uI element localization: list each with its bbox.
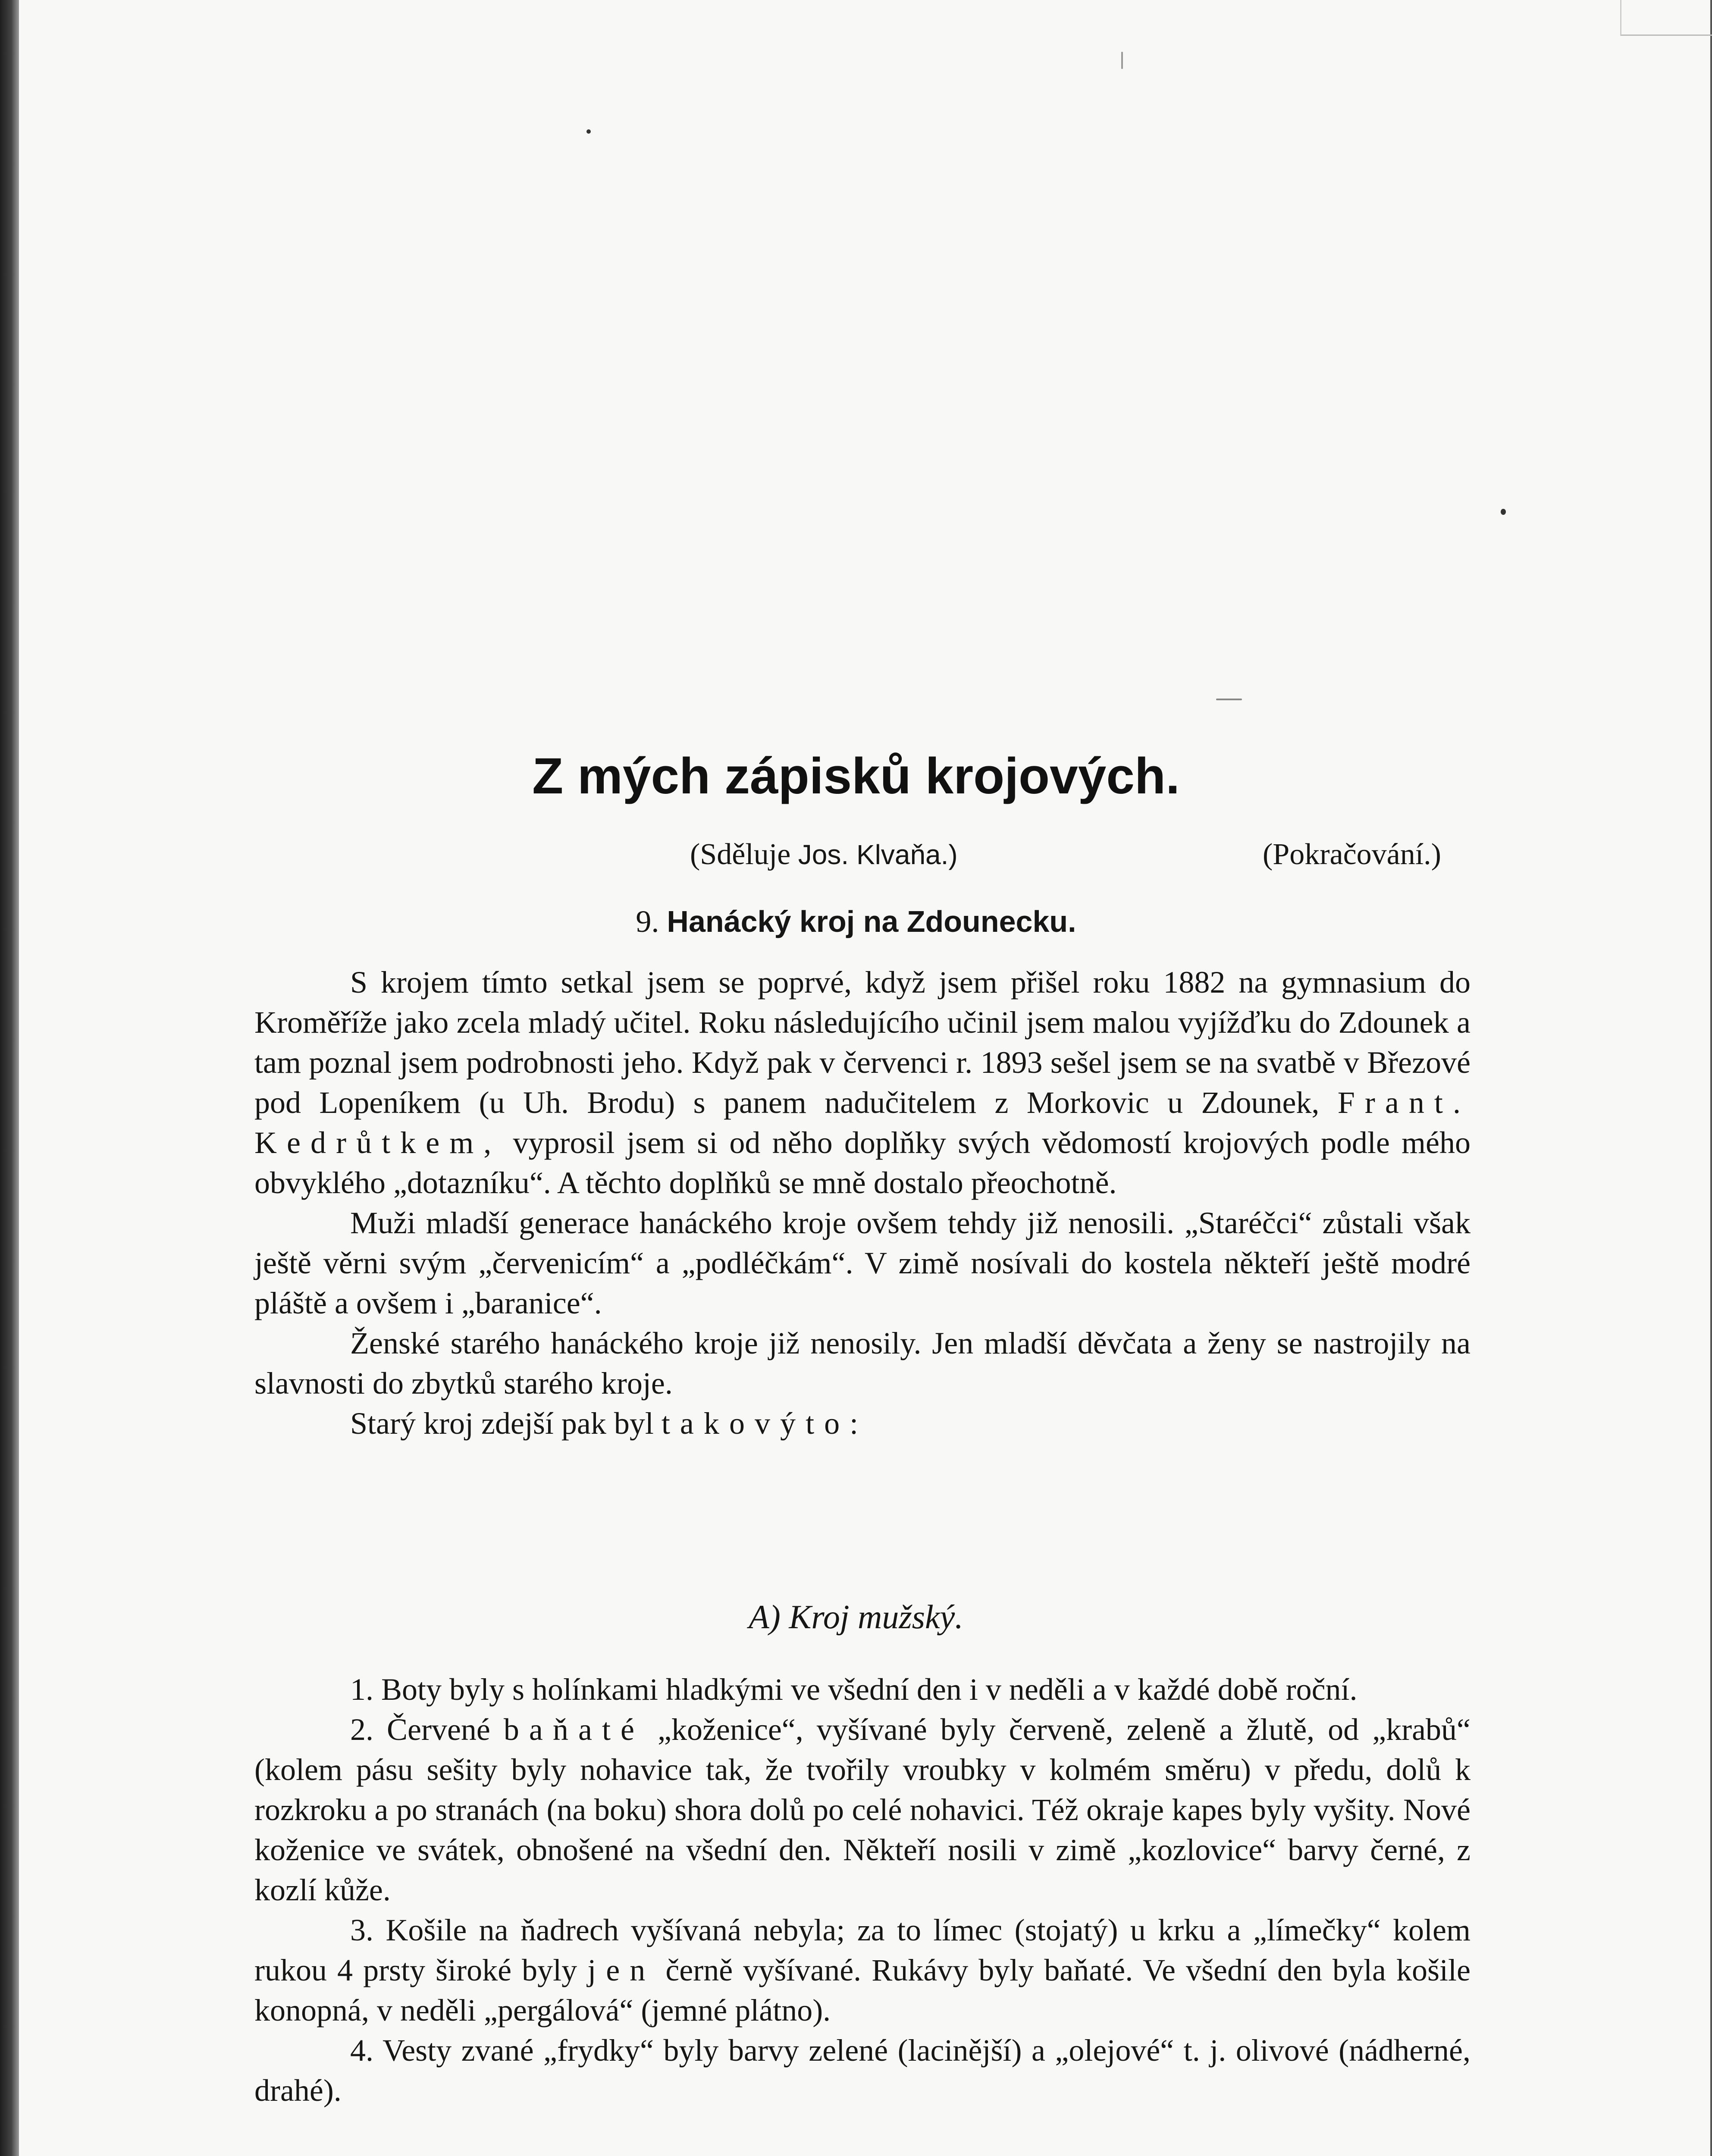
paragraph bbox=[254, 1404, 1471, 1444]
paragraph-text: Starý kroj zdejší pak byl bbox=[350, 1406, 662, 1441]
list-item bbox=[254, 1710, 1471, 1910]
scan-speck bbox=[1216, 699, 1242, 700]
item-text: černě vyšívané. Rukávy byly baňaté. Ve všední den byla košile konopná, v neděli „pergálová“ (jemné plátno). bbox=[254, 1953, 1471, 2028]
scan-border-right bbox=[1710, 0, 1712, 2156]
spaced-word: takovýto: bbox=[661, 1406, 869, 1441]
spaced-word: baňaté bbox=[503, 1712, 644, 1747]
section-number: 9. bbox=[636, 904, 659, 939]
byline bbox=[690, 837, 958, 872]
item-list bbox=[254, 1670, 1471, 2111]
paragraph: Ženské starého hanáckého kroje již nenosily. Jen mladší děvčata a ženy se nastrojily na slavnosti do zbytků starého kroje. bbox=[254, 1326, 1471, 1401]
scan-speck bbox=[586, 129, 591, 134]
subsection-title: Kroj mužský. bbox=[789, 1598, 963, 1636]
subsection-letter: A) bbox=[749, 1598, 781, 1636]
article-title: Z mých zápisků krojových. bbox=[532, 748, 1180, 805]
continuation-note: (Pokračování.) bbox=[1262, 838, 1441, 871]
scan-border-left bbox=[0, 0, 19, 2156]
item-text: 2. Červené bbox=[350, 1712, 504, 1747]
section-heading bbox=[0, 902, 1712, 941]
list-item bbox=[254, 1910, 1471, 2031]
subsection-heading bbox=[0, 1595, 1712, 1639]
paragraph-text: S krojem tímto setkal jsem se poprvé, když jsem přišel roku 1882 na gymnasium do Kroměříže jako zcela mladý učitel. Roku následujícího učinil jsem malou vyjížďku do Zdounek a tam poznal jsem podrobnosti jeho. Když pak v červenci r. 1893 sešel jsem se na svatbě v Březové pod Lopeníkem (u Uh. Brodu) s panem nadučitelem z Morkovic u Zdounek, bbox=[254, 965, 1471, 1120]
list-item: 4. Vesty zvané „frydky“ byly barvy zelené (lacinější) a „olejové“ t. j. olivové (nádherné, drahé). bbox=[254, 2033, 1471, 2108]
scan-corner-mark bbox=[1620, 0, 1712, 36]
intro-text bbox=[254, 962, 1471, 1444]
author-name: Jos. Klvaňa.) bbox=[798, 839, 958, 870]
item-text: 3. Košile na ňadrech vyšívaná nebyla; za to límec (stojatý) u krku a „límečky“ kolem rukou 4 prsty široké byly bbox=[254, 1913, 1471, 1987]
section-title: Hanácký kroj na Zdounecku. bbox=[667, 905, 1076, 938]
item-text: „koženice“, vyšívané byly červeně, zeleně a žlutě, od „krabů“ (kolem pásu sešity byly nohavice tak, že tvořily vroubky v kolmém směru) v předu, dolů k rozkroku a po stranách (na boku) shora dolů po celé nohavici. Též okraje kapes byly vyšity. Nové koženice ve svátek, obnošené na všední den. Někteří nosili v zimě „kozlovice“ barvy černé, z kozlí kůže. bbox=[254, 1712, 1471, 1907]
paragraph bbox=[254, 962, 1471, 1203]
byline-prefix: (Sděluje bbox=[690, 838, 798, 871]
paragraph-text: vyprosil jsem si od něho doplňky svých vědomostí krojových podle mého obvyklého „dotazníku“. A těchto doplňků se mně dostalo přeochotně. bbox=[254, 1125, 1471, 1200]
paragraph: Muži mladší generace hanáckého kroje ovšem tehdy již nenosili. „Staréčci“ zůstali však ještě věrni svým „červenicím“ a „podléčkám“. V zimě nosívali do kostela někteří ještě modré pláště a ovšem i „baranice“. bbox=[254, 1206, 1471, 1320]
list-item: 1. Boty byly s holínkami hladkými ve všední den i v neděli a v každé době roční. bbox=[350, 1672, 1358, 1707]
person-name: Frant. Kedrůtkem, bbox=[254, 1085, 1471, 1160]
spaced-word: jen bbox=[587, 1953, 655, 1987]
scan-speck bbox=[1501, 509, 1506, 515]
scan-speck bbox=[1121, 52, 1123, 69]
